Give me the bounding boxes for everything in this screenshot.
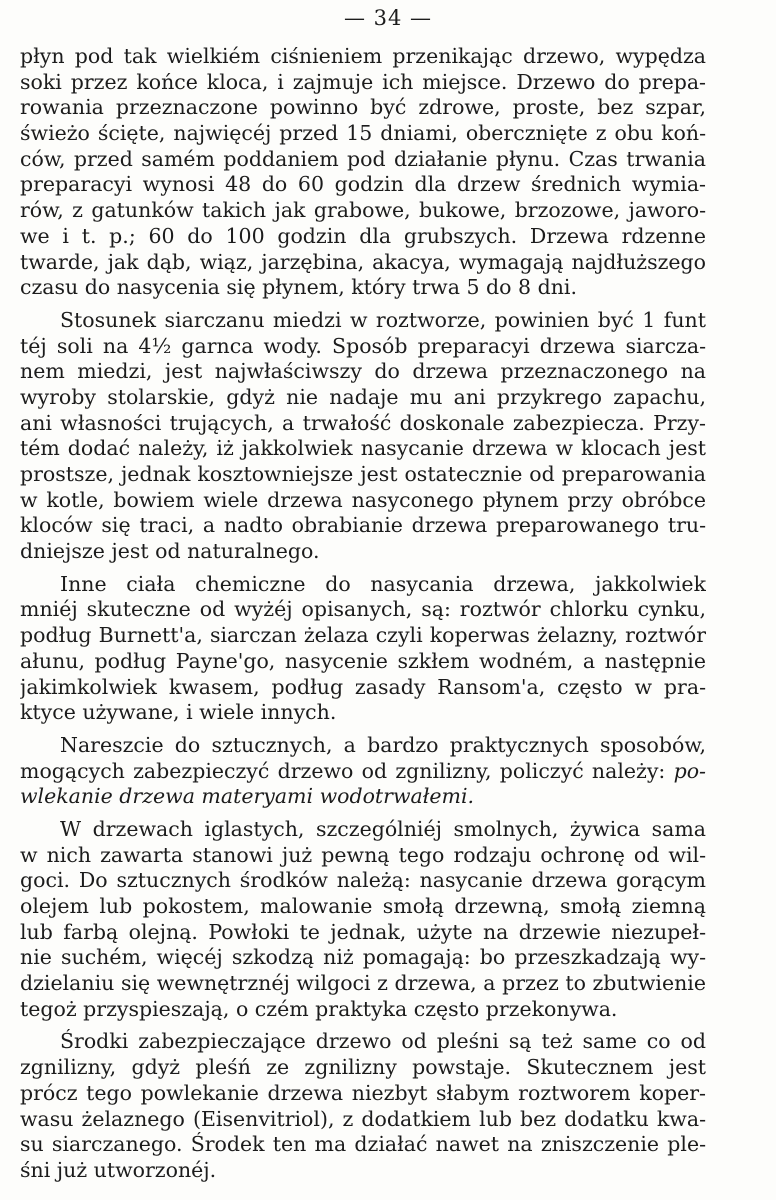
text-line: rów, z gatunków takich jak grabowe, bukowe, brzozowe, jaworo-: [20, 198, 706, 223]
paragraph-gap: [20, 726, 706, 733]
text-line: lub farbą olejną. Powłoki te jednak, użyte na drzewie niezupeł-: [20, 919, 706, 944]
text-line: dzielaniu się wewnętrznéj wilgoci z drzewa, a przez to zbutwienie: [20, 971, 706, 996]
paragraph: [20, 44, 706, 301]
text-line: zgnilizny, gdyż pleśń ze zgnilizny powstaje. Skutecznem jest: [20, 1055, 706, 1080]
text-line: świeżo ścięte, najwięcéj przed 15 dniami, obercznięte z obu koń-: [20, 121, 706, 146]
text-line: goci. Do sztucznych środków należą: nasycanie drzewa gorącym: [20, 868, 706, 893]
paragraph: [20, 733, 706, 810]
text-line: śni już utworzonéj.: [20, 1157, 217, 1182]
text-line: jakimkolwiek kwasem, podług zasady Ransom'a, często w pra-: [20, 674, 706, 699]
paragraph-gap: [20, 810, 706, 817]
text-line: twarde, jak dąb, wiąz, jarzębina, akacya, wymagają najdłuższego: [20, 249, 706, 274]
text-line: nie suchém, więcéj szkodzą niż pomagają: bo przeszkadzają wy-: [20, 945, 706, 970]
text-line: we i t. p.; 60 do 100 godzin dla grubszych. Drzewa rdzenne: [20, 223, 706, 248]
paragraph-gap: [20, 565, 706, 572]
text-line: ców, przed samém poddaniem pod działanie płynu. Czas trwania: [20, 146, 706, 171]
paragraph: [20, 572, 706, 726]
text-line: wasu żelaznego (Eisenvitriol), z dodatkiem lub bez dodatku kwa-: [20, 1106, 706, 1131]
text-line: preparacyi wynosi 48 do 60 godzin dla drzew średnich wymia-: [20, 172, 706, 197]
text-line: w kotle, bowiem wiele drzewa nasyconego płynem przy obróbce: [20, 487, 706, 512]
paragraph: [20, 308, 706, 565]
text-line: dniejsze jest od naturalnego.: [20, 539, 320, 564]
text-line: kloców się traci, a nadto obrabianie drzewa preparowanego tru-: [20, 513, 706, 538]
text-line: ani własności trujących, a trwałość doskonale zabezpiecza. Przy-: [20, 410, 706, 435]
text-line: wyroby stolarskie, gdyż nie nadaje mu ani przykrego zapachu,: [20, 384, 706, 409]
text-line: téj soli na 4½ garnca wody. Sposób preparacyi drzewa siarcza-: [20, 333, 706, 358]
paragraph-gap: [20, 301, 706, 308]
paragraph: [20, 817, 706, 1023]
text-line: tegoż przyspieszają, o czém praktyka często przekonywa.: [20, 996, 618, 1021]
text-line: W drzewach iglastych, szczególniéj smolnych, żywica sama: [60, 816, 706, 841]
text-line: mniéj skuteczne od wyżéj opisanych, są: roztwór chlorku cynku,: [20, 597, 706, 622]
text-line: olejem lub pokostem, malowanie smołą drzewną, smołą ziemną: [20, 894, 706, 918]
text-line: Inne ciała chemiczne do nasycania drzewa, jakkolwiek: [60, 571, 706, 596]
text-line: su siarczanego. Środek ten ma działać nawet na zniszczenie ple-: [20, 1132, 706, 1157]
italic-term: po-: [673, 758, 706, 783]
text-line: rowania przeznaczone powinno być zdrowe, proste, bez szpar,: [20, 95, 706, 120]
text-line: Środki zabezpieczające drzewo od pleśni są też same co od: [60, 1029, 706, 1054]
text-line: ktyce używane, i wiele innych.: [20, 700, 337, 725]
text-line: Stosunek siarczanu miedzi w roztworze, powinien być 1 funt: [60, 307, 706, 332]
text-line: tém dodać należy, iż jakkolwiek nasycanie drzewa w klocach jest: [20, 436, 706, 461]
text-line: wlekanie drzewa materyami wodotrwałemi.: [20, 784, 475, 809]
text-line: prócz tego powlekanie drzewa niezbyt słabym roztworem koper-: [20, 1080, 706, 1105]
page-number: — 34 —: [343, 6, 433, 30]
paragraph-gap: [20, 1022, 706, 1029]
text-line: w nich zawarta stanowi już pewną tego rodzaju ochronę od wil-: [20, 842, 706, 867]
text-line: podług Burnett'a, siarczan żelaza czyli koperwas żelazny, roztwór: [20, 623, 706, 648]
text-line: prostsze, jednak kosztowniejsze jest ostatecznie od preparowania: [20, 462, 706, 486]
text-segment: mogących zabezpieczyć drzewo od zgnilizny, policzyć należy:: [20, 758, 674, 783]
text-line: czasu do nasycenia się płynem, który trwa 5 do 8 dni.: [20, 275, 577, 300]
body-text: [20, 44, 706, 1184]
text-line: płyn pod tak wielkiém ciśnieniem przenikając drzewo, wypędza: [20, 44, 706, 68]
text-line: soki przez końce kloca, i zajmuje ich miejsce. Drzewo do prepa-: [20, 69, 706, 94]
text-line: [20, 759, 706, 785]
paragraph: [20, 1029, 706, 1183]
text-line: nem miedzi, jest najwłaściwszy do drzewa przeznaczonego na: [20, 359, 706, 384]
text-line: ałunu, podług Payne'go, nasycenie szkłem wodném, a następnie: [20, 648, 706, 673]
text-line: Nareszcie do sztucznych, a bardzo praktycznych sposobów,: [60, 732, 706, 757]
